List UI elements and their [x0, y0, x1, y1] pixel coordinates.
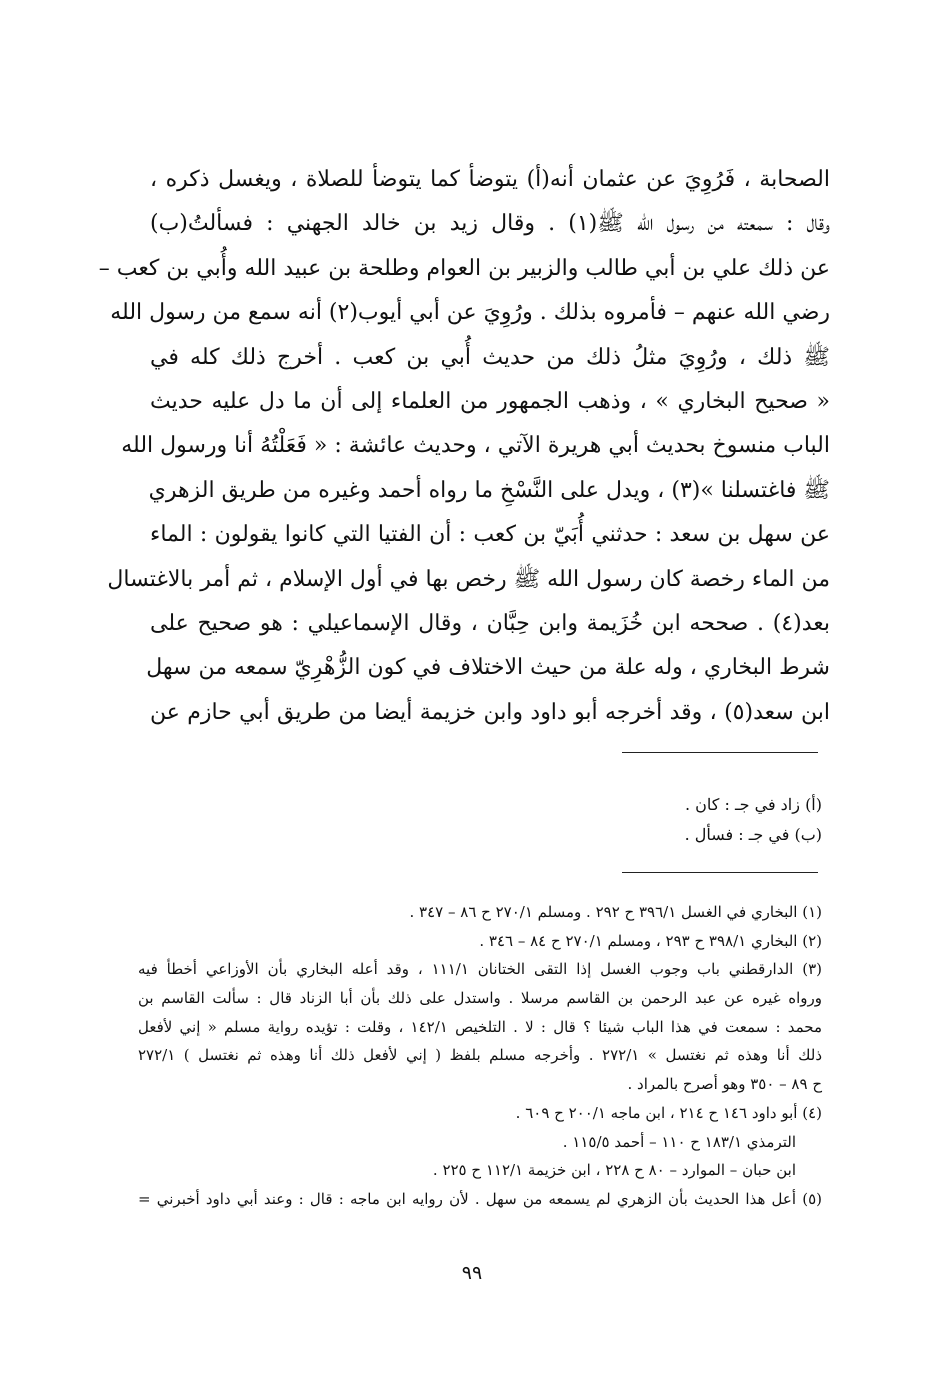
main-text-line: الصحابة ، فَرُوِيَ عن عثمان أنه(أ) يتوضأ كما يتوضأ للصلاة ، ويغسل ذكره ، [150, 167, 830, 192]
footnote-line: ورواه غيره عن عبد الرحمن بن القاسم مرسلا . واستدل على ذلك بأن أبا الزناد قال : سألت القاسم بن [138, 989, 822, 1008]
footnote-divider [622, 872, 818, 873]
main-text-line: رضي الله عنهم – فأمروه بذلك . ورُوِيَ عن أبي أيوب(٢) أنه سمع من رسول الله [110, 300, 830, 326]
variant-notes [150, 790, 822, 850]
variant-note: (ب) في جـ : فسأل . [684, 825, 822, 844]
footnote-line: (١) البخاري في الغسل ٣٩٦/١ ح ٢٩٢ . ومسلم ٢٧٠/١ ح ٨٦ – ٣٤٧ . [409, 903, 822, 921]
main-text-line: ابن سعد(٥) ، وقد أخرجه أبو داود وابن خزيمة أيضا من طريق أبي حازم عن [150, 699, 831, 725]
footnote-line: ابن حبان – الموارد – ٨٠ ح ٢٢٨ ، ابن خزيمة ١١٢/١ ح ٢٢٥ . [432, 1161, 796, 1180]
variant-note: (أ) زاد في جـ : كان . [684, 795, 822, 814]
main-text-line: وقال : سمعته من رسول الله ﷺ(١) . وقال زيد بن خالد الجهني : فسألتُ(ب) [150, 211, 830, 237]
footnote-divider [622, 752, 818, 753]
footnote-line: (٣) الدارقطني باب وجوب الغسل إذا التقى الختانان ١١١/١ ، وقد أعله البخاري بأن الأوزاعي أخطأ فيه [138, 960, 823, 979]
main-text-line: بعد(٤) . صححه ابن خُزَيمة وابن حِبَّان ، وقال الإسماعيلي : هو صحيح على [150, 610, 830, 636]
main-text-line: شرط البخاري ، وله علة من حيث الاختلاف في كون الزُّهْرِيّ سمعه من سهل [146, 655, 830, 681]
footnote-line: الترمذي ١٨٣/١ ح ١١٠ – أحمد ١١٥/٥ . [562, 1132, 796, 1151]
footnote-line: ذلك أنا وهذه ثم نغتسل » ٢٧٢/١ . وأخرجه مسلم بلفظ ( إني لأفعل ذلك أنا وهذه ثم نغتسل ) ٢٧٢/١ [138, 1046, 823, 1065]
page-number: ٩٩ [461, 1262, 483, 1284]
main-text-line: عن ذلك علي بن أبي طالب والزبير بن العوام وطلحة بن عبيد الله وأُبي بن كعب – [98, 255, 830, 281]
footnote-line: (٢) البخاري ٣٩٨/١ ح ٢٩٣ ، ومسلم ٢٧٠/١ ح ٨٤ – ٣٤٦ . [479, 931, 822, 950]
footnote-line: (٥) أعل هذا الحديث بأن الزهري لم يسمعه من سهل . لأن روايه ابن ماجه : قال : وعند أبي داود أخبرني = [138, 1189, 822, 1208]
main-text-line: « صحيح البخاري » ، وذهب الجمهور من العلماء إلى أن ما دل عليه حديث [150, 388, 830, 414]
footnotes [138, 898, 822, 1214]
main-text-line: الباب منسوخ بحديث أبي هريرة الآتي ، وحديث عائشة : « فَعَلْتُهُ أنا ورسول الله [121, 433, 830, 459]
main-text-line: ﷺ فاغتسلنا »(٣) ، ويدل على النَّسْخِ ما رواه أحمد وغيره من طريق الزهري [148, 477, 830, 503]
main-text [98, 158, 831, 735]
main-text-line: من الماء رخصة كان رسول الله ﷺ رخص بها في أول الإسلام ، ثم أمر بالاغتسال [107, 566, 830, 592]
footnote-line: محمد : سمعت في هذا الباب شيئا ؟ قال : لا . التلخيص ١٤٢/١ ، وقلت : تؤيده رواية مسلم « إني لأفعل [138, 1017, 822, 1036]
main-text-line: ﷺ ذلك ، ورُوِيَ مثلُ ذلك من حديث أُبي بن كعب . أخرج ذلك كله في [150, 344, 830, 370]
footnote-line: (٤) أبو داود ١٤٦ ح ٢١٤ ، ابن ماجه ٢٠٠/١ ح ٦٠٩ . [515, 1103, 822, 1122]
main-text-line: عن سهل بن سعد : حدثني أُبَيّ بن كعب : أن الفتيا التي كانوا يقولون : الماء [150, 522, 830, 548]
footnote-line: ح ٨٩ – ٣٥٠ وهو أصرح بالمراد . [627, 1075, 822, 1094]
